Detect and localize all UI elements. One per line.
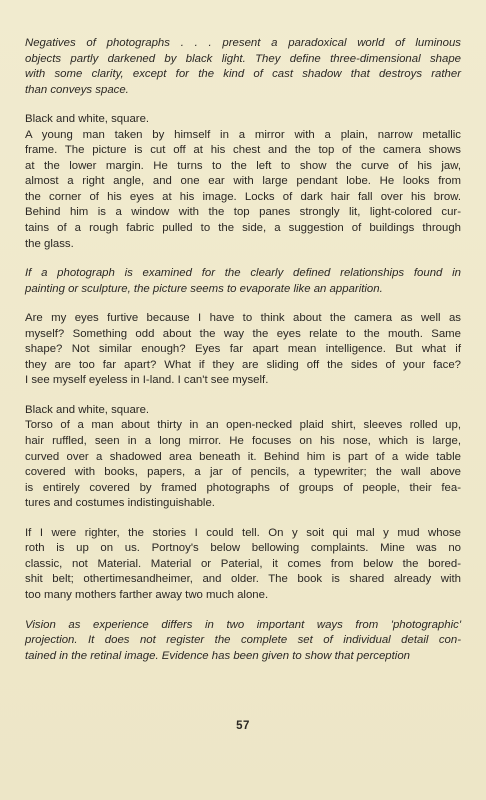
italic-paragraph (25, 36, 461, 98)
text-line: tains of a rough fabric pulled to the side, a suggestion of buildings through (25, 222, 461, 235)
text-line: Vision as experience differs in two important ways from 'photographic' (25, 618, 461, 631)
italic-paragraph (25, 618, 461, 665)
text-line: they are too far apart? What if they are sliding off the sides of your face? (25, 358, 461, 371)
paragraph (25, 526, 461, 604)
paragraph (25, 311, 461, 389)
text-line: hair ruffled, seen in a long mirror. He focuses on his nose, which is large, (25, 435, 461, 448)
text-line: curved over a shadowed area beneath it. Behind him is part of a wide table (25, 450, 461, 463)
text-line: almost a right angle, and one ear with large pendant lobe. He looks from (25, 175, 461, 188)
italic-paragraph (25, 266, 461, 297)
text-line: myself? Something odd about the way the eyes relate to the mouth. Same (25, 327, 461, 340)
text-line: tures and costumes indistinguishable. (25, 497, 215, 510)
text-line: painting or sculpture, the picture seems to evaporate like an apparition. (25, 282, 383, 295)
text-line: roth is up on us. Portnoy's below bellowing complaints. Mine was no (25, 542, 461, 555)
paragraph (25, 403, 461, 512)
text-line: tained in the retinal image. Evidence has been given to show that perception (25, 649, 411, 662)
text-line: objects partly darkened by black light. They define three-dimensional shape (25, 52, 461, 65)
paragraph (25, 112, 461, 252)
text-line: classic, not Material. Material or Paterial, it comes from below the bored- (25, 557, 461, 570)
text-line: I see myself eyeless in I-land. I can't see myself. (25, 374, 269, 387)
text-line: projection. It does not register the complete set of individual detail con- (25, 634, 461, 647)
text-line: than conveys space. (25, 83, 129, 96)
text-line: shape? Not similar enough? Eyes far apart mean intelligence. But what if (25, 343, 461, 356)
text-line: is entirely covered by framed photographs of groups of people, their fea- (25, 481, 461, 494)
text-line: Are my eyes furtive because I have to think about the camera as well as (25, 312, 461, 325)
text-line: at the lower margin. He turns to the left to show the curve of his jaw, (25, 159, 461, 172)
text-line: Behind him is a window with the top panes strongly lit, light-colored cur- (25, 206, 461, 219)
text-line: Negatives of photographs . . . present a paradoxical world of luminous (25, 37, 461, 49)
text-line: Torso of a man about thirty in an open-necked plaid shirt, sleeves rolled up, (25, 419, 461, 432)
text-line: If a photograph is examined for the clearly defined relationships found in (25, 267, 461, 280)
text-line: frame. The picture is cut off at his chest and the top of the camera shows (25, 144, 461, 157)
text-line: the corner of his eyes at his image. Locks of dark hair fall over his brow. (25, 190, 461, 203)
text-line: Black and white, square. (25, 403, 150, 416)
text-line: with some clarity, except for the kind of cast shadow that destroys rather (25, 68, 461, 81)
page-number: 57 (236, 720, 250, 732)
text-line: covered with books, papers, a jar of pencils, a typewriter; the wall above (25, 466, 461, 479)
text-line: Black and white, square. (25, 113, 150, 126)
text-line: A young man taken by himself in a mirror with a plain, narrow metallic (25, 128, 461, 141)
text-line: shit belt; othertimesandheimer, and older. The book is shared already with (25, 573, 461, 586)
text-line: the glass. (25, 237, 74, 250)
text-line: too many mothers farther away two much alone. (25, 588, 269, 601)
text-line: If I were righter, the stories I could tell. On y soit qui mal y mud whose (25, 526, 461, 539)
page-body-text (25, 36, 461, 678)
